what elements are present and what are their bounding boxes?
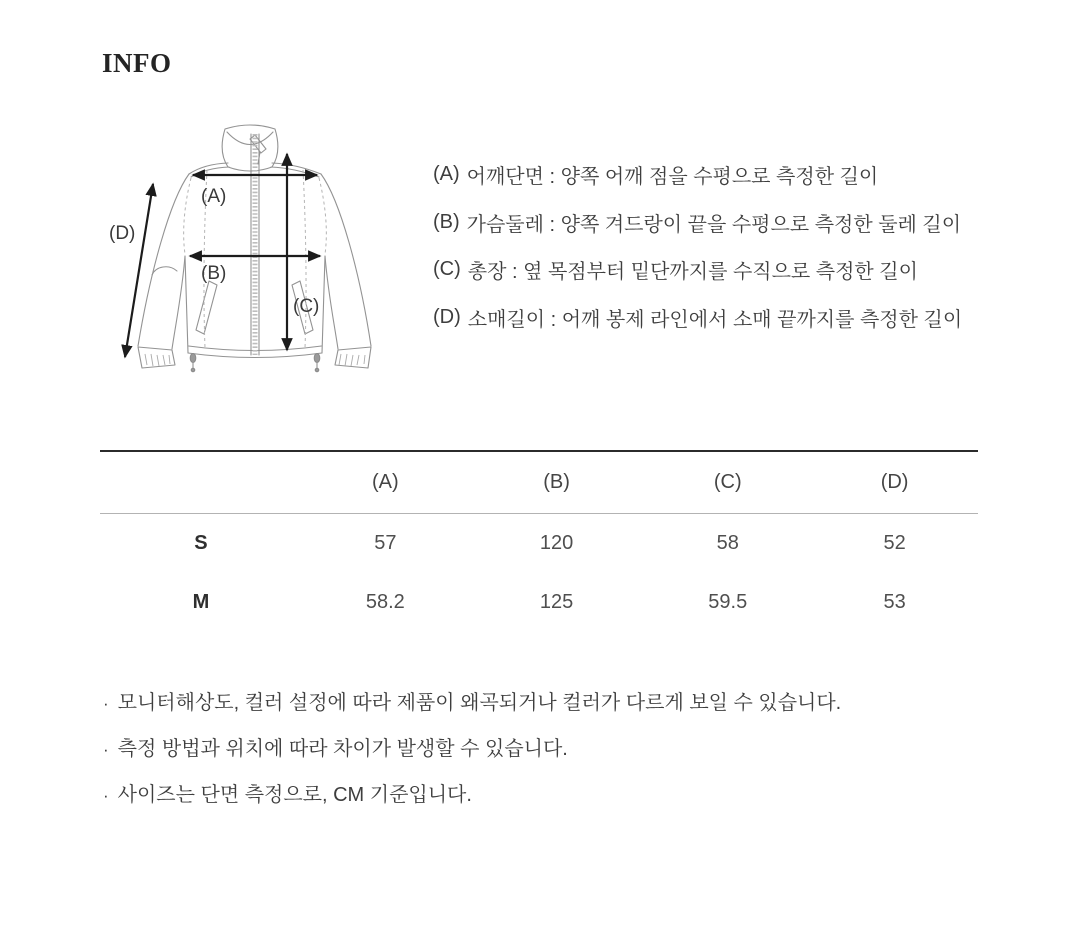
bullet-icon: · — [103, 740, 109, 759]
cell-value: 59.5 — [708, 591, 748, 613]
note-text: 사이즈는 단면 측정으로, CM 기준입니다. — [117, 784, 472, 806]
bullet-icon: · — [103, 786, 109, 805]
measurement-text: 소매길이 : 어깨 봉제 라인에서 소매 끝까지를 측정한 길이 — [467, 308, 963, 331]
measurement-key: (A) — [433, 163, 460, 186]
size-table-corner-cell — [100, 451, 302, 514]
cell-value: 53 — [883, 591, 906, 613]
diagram-label-c: (C) — [293, 296, 320, 317]
diagram-label-b: (B) — [201, 263, 227, 284]
measurement-text: 총장 : 옆 목점부터 밑단까지를 수직으로 측정한 길이 — [467, 261, 918, 284]
note-item — [103, 736, 841, 763]
measurement-line-c — [433, 246, 962, 294]
measurement-text: 가슴둘레 : 양쪽 겨드랑이 끝을 수평으로 측정한 둘레 길이 — [466, 213, 962, 236]
measurement-line-a — [433, 151, 962, 199]
table-row-s — [100, 514, 978, 574]
cell-value: 120 — [539, 532, 574, 554]
measurement-key: (D) — [433, 305, 461, 328]
cuff-ribbing — [145, 354, 365, 366]
measurement-key: (B) — [433, 210, 460, 233]
measurement-text: 어깨단면 : 양쪽 어깨 점을 수평으로 측정한 길이 — [466, 166, 879, 189]
cell-value: 125 — [539, 591, 574, 613]
bullet-icon: · — [103, 694, 109, 713]
measurement-line-d — [433, 294, 962, 342]
note-text: 측정 방법과 위치에 따라 차이가 발생할 수 있습니다. — [117, 738, 568, 760]
diagram-label-d: (D) — [109, 223, 136, 244]
page-title: INFO — [102, 48, 172, 78]
column-header-c: (C) — [644, 451, 811, 514]
column-header-b: (B) — [469, 451, 645, 514]
cell-value: 58 — [716, 532, 739, 554]
footnotes — [103, 690, 841, 828]
diagram-label-a: (A) — [201, 186, 227, 207]
size-label: S — [194, 532, 208, 554]
column-header-d: (D) — [811, 451, 978, 514]
cell-value: 52 — [883, 532, 906, 554]
note-text: 모니터해상도, 컬러 설정에 따라 제품이 왜곡되거나 컬러가 다르게 보일 수 있습니다. — [117, 692, 842, 714]
left-pocket — [196, 281, 217, 334]
measurement-line-b — [433, 199, 962, 247]
hem-toggles — [190, 354, 320, 372]
cell-value: 58.2 — [365, 591, 405, 613]
size-label: M — [192, 591, 210, 613]
measurement-key: (C) — [433, 258, 461, 281]
note-item — [103, 690, 841, 717]
size-table-header-row — [100, 451, 978, 514]
jacket-diagram — [100, 108, 402, 405]
measurement-descriptions — [433, 151, 962, 341]
arrow-sleeve-d — [125, 184, 153, 357]
table-row-m — [100, 573, 978, 632]
size-table — [100, 450, 978, 632]
note-item — [103, 782, 841, 809]
column-header-a: (A) — [302, 451, 469, 514]
cell-value: 57 — [374, 532, 397, 554]
